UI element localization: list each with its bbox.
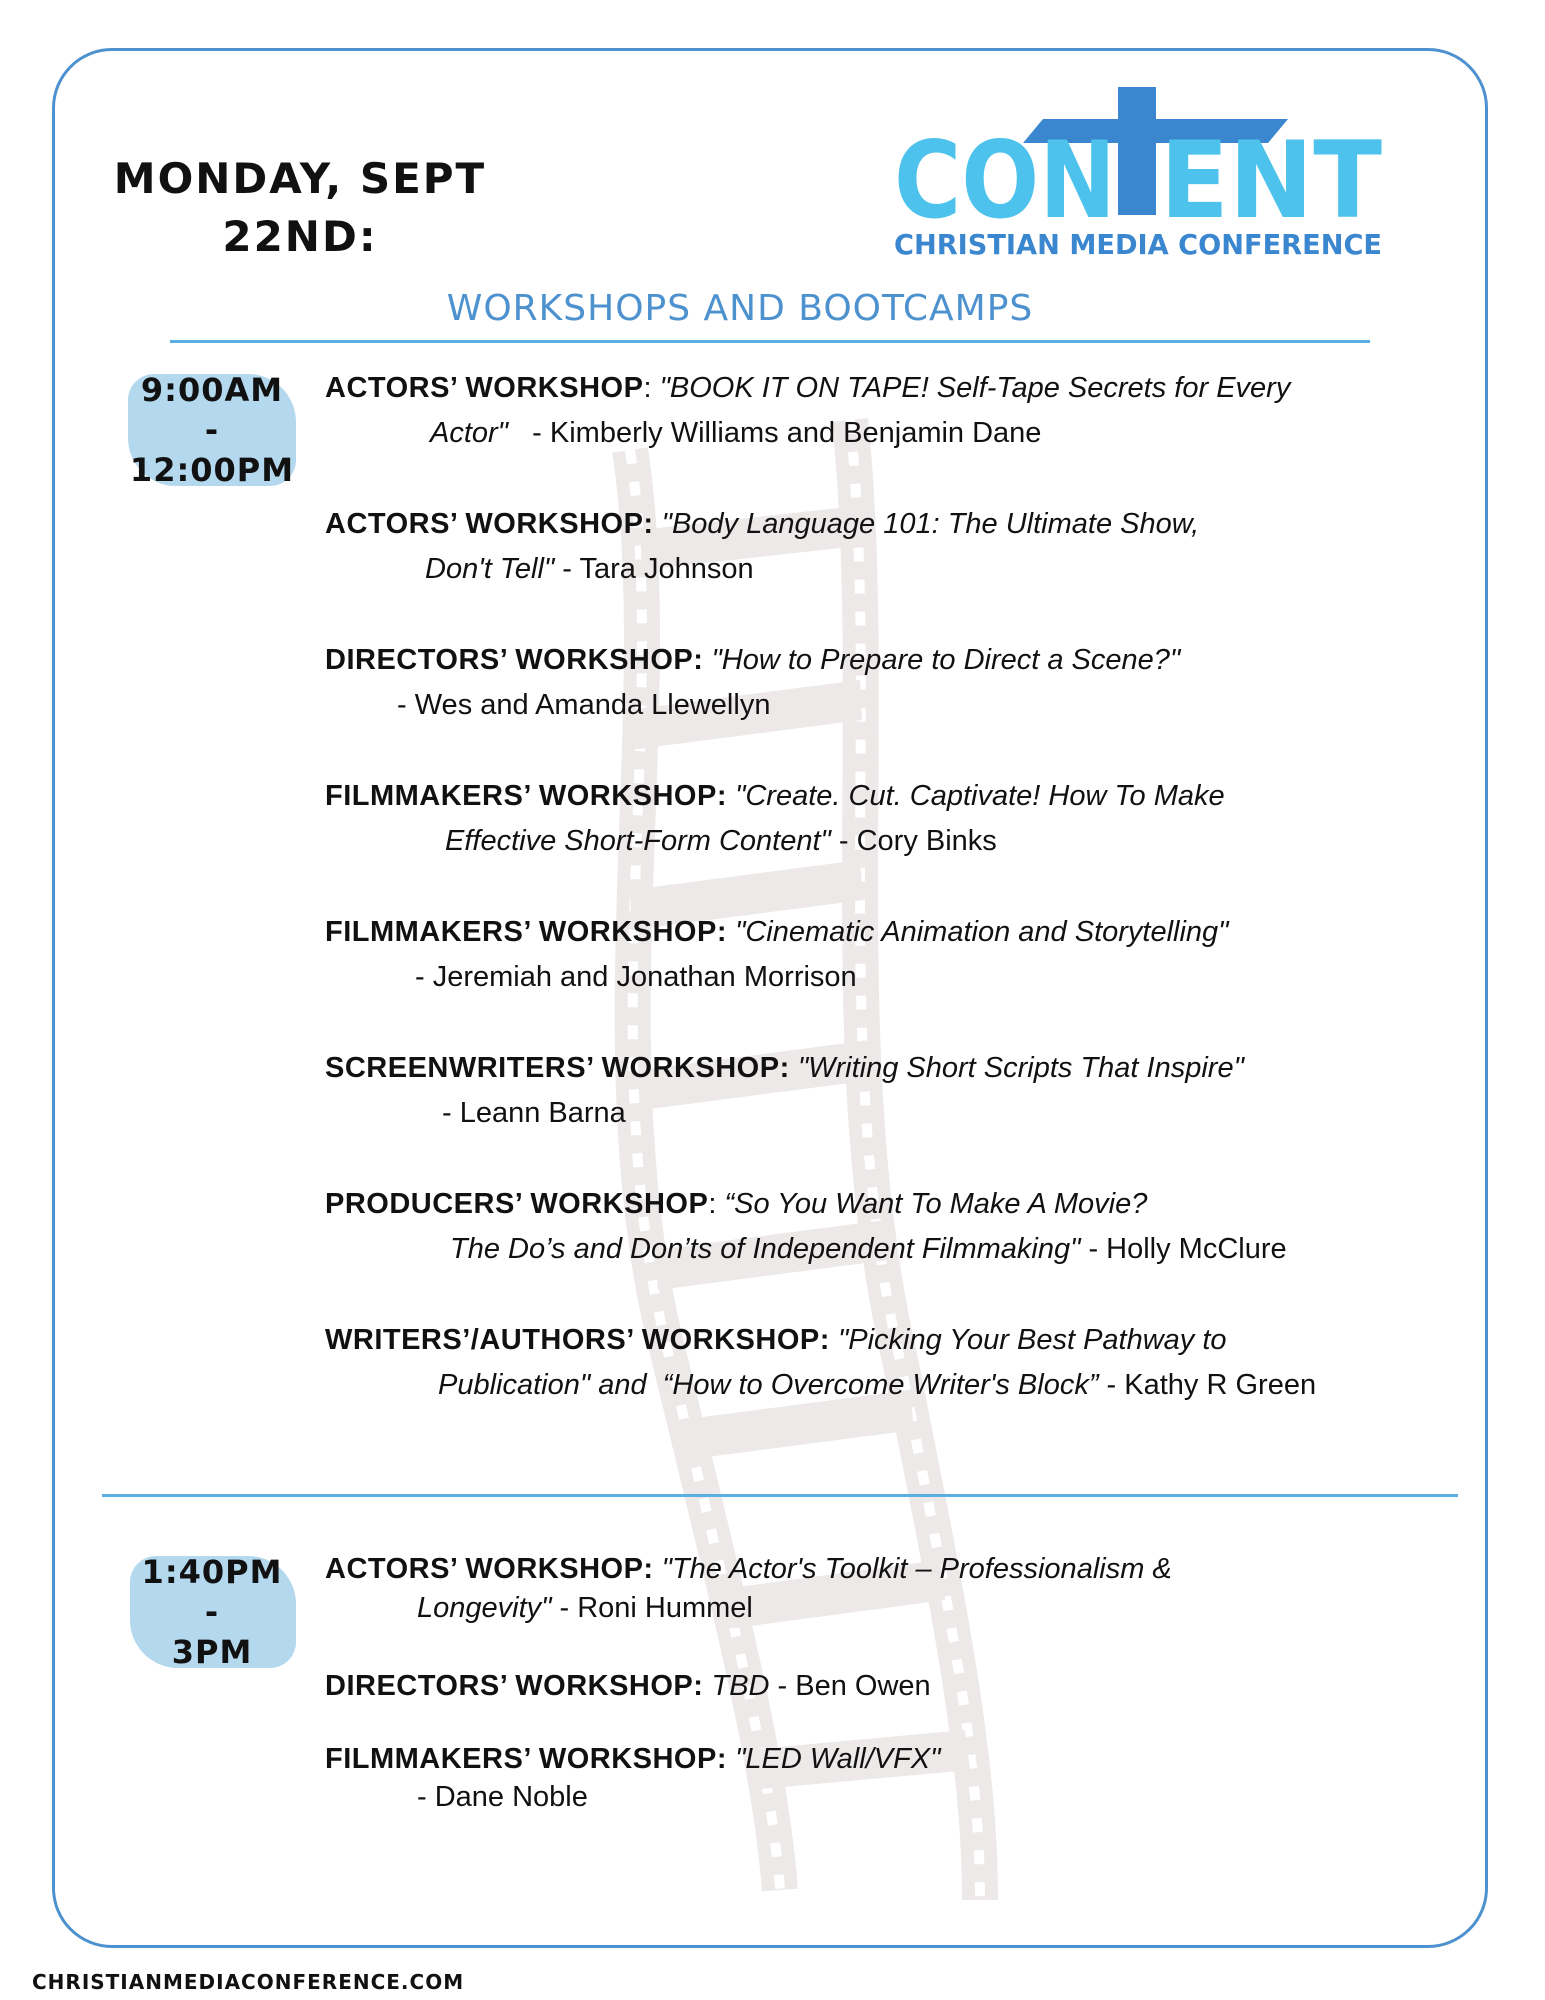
workshop-label: DIRECTORS’ WORKSHOP:	[325, 1670, 704, 1702]
workshop-entry	[325, 1182, 1287, 1272]
workshop-title: “So You Want To Make A Movie?	[724, 1188, 1148, 1220]
session-2-time-start: 1:40PM	[141, 1553, 283, 1591]
workshop-speaker: - Kathy R Green	[1098, 1369, 1317, 1401]
workshop-label: WRITERS’/AUTHORS’ WORKSHOP:	[325, 1324, 830, 1356]
label-separator	[703, 644, 711, 676]
workshop-title: "Body Language 101: The Ultimate Show,	[661, 508, 1200, 540]
session-divider	[102, 1494, 1458, 1497]
workshop-title: "Writing Short Scripts That Inspire"	[797, 1052, 1244, 1084]
label-separator	[727, 1743, 735, 1775]
workshop-label: FILMMAKERS’ WORKSHOP:	[325, 1743, 727, 1775]
workshop-speaker: - Holly McClure	[1080, 1233, 1287, 1265]
label-separator: :	[643, 372, 660, 404]
workshop-label: ACTORS’ WORKSHOP:	[325, 1553, 654, 1585]
section-rule	[170, 340, 1370, 343]
workshop-label: FILMMAKERS’ WORKSHOP:	[325, 916, 727, 948]
workshop-speaker: - Leann Barna	[442, 1097, 626, 1129]
session-1-time	[128, 370, 296, 490]
workshop-label: DIRECTORS’ WORKSHOP:	[325, 644, 704, 676]
workshop-speaker: - Ben Owen	[769, 1670, 931, 1702]
session-2-time	[128, 1552, 296, 1672]
day-heading-line2: 22ND:	[222, 212, 378, 261]
label-separator	[654, 508, 662, 540]
workshop-title-cont: Effective Short-Form Content"	[445, 825, 831, 857]
session-2-time-dash: -	[204, 1593, 220, 1631]
workshop-speaker: - Jeremiah and Jonathan Morrison	[415, 961, 857, 993]
workshop-entry	[325, 774, 1225, 864]
workshop-title: "How to Prepare to Direct a Scene?"	[711, 644, 1181, 676]
workshop-label: SCREENWRITERS’ WORKSHOP:	[325, 1052, 790, 1084]
workshop-speaker: - Kimberly Williams and Benjamin Dane	[507, 417, 1042, 449]
workshop-label: ACTORS’ WORKSHOP	[325, 372, 644, 404]
workshop-speaker: - Dane Noble	[417, 1781, 588, 1813]
workshop-title: TBD	[711, 1670, 770, 1702]
website-footer: CHRISTIANMEDIACONFERENCE.COM	[32, 1970, 465, 1994]
content-logo	[888, 85, 1388, 265]
workshop-title: "The Actor's Toolkit – Professionalism &	[661, 1553, 1172, 1585]
workshop-entry	[325, 1550, 1172, 1628]
logo-word-right: ENT	[1160, 119, 1382, 242]
workshop-title: "Picking Your Best Pathway to	[837, 1324, 1227, 1356]
label-separator	[830, 1324, 838, 1356]
workshop-entry	[325, 1664, 931, 1709]
workshop-label: PRODUCERS’ WORKSHOP	[325, 1188, 709, 1220]
workshop-title-cont: Publication" and “How to Overcome Writer's Block”	[438, 1369, 1099, 1401]
workshop-title-cont: Don't Tell"	[425, 553, 555, 585]
session-1-time-start: 9:00AM	[140, 371, 284, 409]
workshop-entry	[325, 366, 1290, 456]
session-1-time-end: 12:00PM	[129, 451, 295, 489]
label-separator	[790, 1052, 798, 1084]
label-separator	[727, 780, 735, 812]
logo-subtitle: CHRISTIAN MEDIA CONFERENCE	[894, 228, 1382, 261]
label-separator	[703, 1670, 711, 1702]
workshop-entry	[325, 1046, 1244, 1136]
workshop-label: ACTORS’ WORKSHOP:	[325, 508, 654, 540]
workshop-entry	[325, 1740, 940, 1816]
label-separator	[727, 916, 735, 948]
workshop-label: FILMMAKERS’ WORKSHOP:	[325, 780, 727, 812]
label-separator: :	[708, 1188, 725, 1220]
label-separator	[654, 1553, 662, 1585]
session-1-time-dash: -	[204, 411, 220, 449]
workshop-speaker: - Tara Johnson	[554, 553, 754, 585]
day-heading-line1: MONDAY, SEPT	[113, 154, 487, 203]
logo-word-left: CON	[894, 119, 1116, 242]
workshop-speaker: - Roni Hummel	[551, 1592, 753, 1624]
workshop-speaker: - Wes and Amanda Llewellyn	[397, 689, 771, 721]
workshop-title-cont: The Do’s and Don’ts of Independent Filmmaking"	[450, 1233, 1081, 1265]
workshop-entry	[325, 638, 1180, 728]
logo-cross-vertical	[1118, 87, 1156, 215]
session-2-time-end: 3PM	[171, 1633, 253, 1671]
workshop-title: "LED Wall/VFX"	[735, 1743, 941, 1775]
workshop-title: "BOOK IT ON TAPE! Self-Tape Secrets for Every	[659, 372, 1291, 404]
workshop-title: "Create. Cut. Captivate! How To Make	[735, 780, 1225, 812]
workshop-entry	[325, 1318, 1316, 1408]
workshop-title: "Cinematic Animation and Storytelling"	[735, 916, 1229, 948]
workshop-entry	[325, 910, 1228, 1000]
day-heading	[110, 150, 490, 266]
workshop-title-cont: Longevity"	[417, 1592, 552, 1624]
section-title: WORKSHOPS AND BOOTCAMPS	[446, 288, 1034, 329]
workshop-title-cont: Actor"	[430, 417, 508, 449]
workshop-entry	[325, 502, 1199, 592]
workshop-speaker: - Cory Binks	[830, 825, 997, 857]
